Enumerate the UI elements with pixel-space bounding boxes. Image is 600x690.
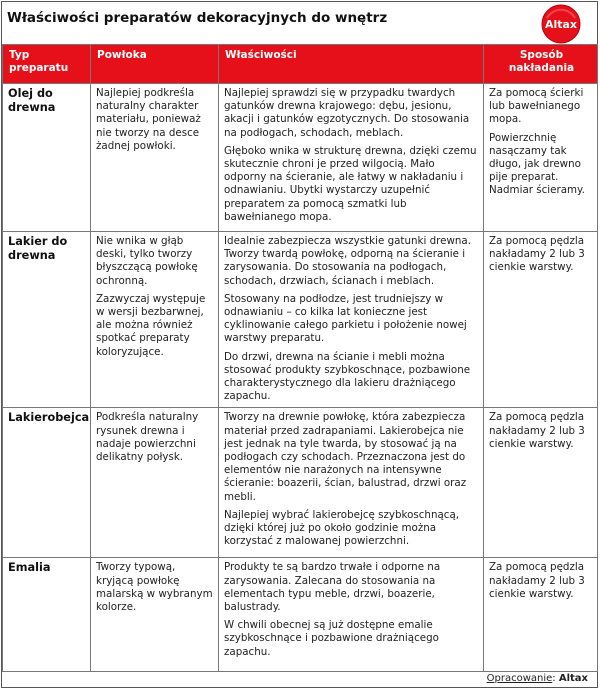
footer-brand: Altax: [558, 673, 588, 684]
coating-paragraph: Najlepiej podkreśla naturalny charakter materiału, ponieważ nie tworzy na desce żadnej powłoki.: [96, 87, 201, 152]
coating-cell: [91, 84, 219, 232]
properties-paragraph: Najlepiej wybrać lakierobejcę szybkoschnącą, dzięki której już po około godzinie można korzystać z malowanej powierzchni.: [224, 508, 460, 548]
properties-paragraph: Produkty te są bardzo trwałe i odporne na zarysowania. Zalecana do stosowania na elementach typu meble, drzwi, boazerie, balustrady.: [224, 561, 441, 614]
properties-paragraph: Najlepiej sprawdzi się w przypadku twardych gatunków drewna krajowego: dębu, jesionu, akacji i gatunków egzotycznych. Do stosowania na podłogach, schodach, meblach.: [224, 87, 470, 139]
properties-paragraph: Głęboko wnika w strukturę drewna, dzięki czemu skutecznie chroni je przed wilgocią. Mało odporny na ścieranie, ale łatwy w nakładaniu i odnawianiu. Ubytki wystarczy uzupełnić preparatem za pomocą szmatki lub bawełnianego mopa.: [224, 144, 477, 223]
header-coating: Powłoka: [91, 45, 219, 84]
method-paragraph: Za pomocą ścierki lub bawełnianego mopa.: [489, 87, 584, 126]
page-title: Właściwości preparatów dekoracyjnych do wnętrz: [7, 10, 388, 26]
properties-paragraph: Stosowany na podłodze, jest trudniejszy w odnawianiu – co kilka lat konieczne jest cyklinowanie całego parkietu i położenie nowej warstwy preparatu.: [224, 292, 467, 345]
method-cell: [484, 558, 598, 672]
method-paragraph: Za pomocą pędzla nakładamy 2 lub 3 cienkie warstwy.: [489, 235, 585, 274]
properties-cell: [219, 408, 484, 558]
properties-table: [2, 44, 598, 672]
method-cell: [484, 408, 598, 558]
coating-cell: [91, 232, 219, 408]
product-type-cell: Lakier do drewna: [3, 232, 91, 408]
table-row: [3, 84, 598, 232]
logo-text: Altax: [544, 18, 578, 31]
coating-paragraph: Zazwyczaj występuje w wersji bezbarwnej, ale można również spotkać preparaty koloryzujące.: [96, 292, 206, 358]
table-row: [3, 232, 598, 408]
altax-logo: [541, 4, 581, 44]
properties-cell: [219, 232, 484, 408]
coating-paragraph: Tworzy typową, kryjącą powłokę malarską w wybranym kolorze.: [96, 561, 213, 614]
table-row: [3, 408, 598, 558]
coating-cell: [91, 408, 219, 558]
product-type-cell: Lakierobejca: [3, 408, 91, 558]
method-paragraph: Za pomocą pędzla nakładamy 2 lub 3 cienkie warstwy.: [489, 411, 585, 450]
method-paragraph: Za pomocą pędzla nakładamy 2 lub 3 cienkie warstwy.: [489, 561, 585, 600]
footer-label: Opracowanie: [486, 673, 553, 684]
header-properties: Właściwości: [219, 45, 484, 84]
coating-paragraph: Podkreśla naturalny rysunek drewna i nadaje powierzchni delikatny połysk.: [96, 411, 199, 464]
product-type-cell: Emalia: [3, 558, 91, 672]
method-cell: [484, 84, 598, 232]
method-cell: [484, 232, 598, 408]
header-method: Sposób nakładania: [484, 45, 598, 84]
coating-cell: [91, 558, 219, 672]
properties-paragraph: Do drzwi, drewna na ścianie i mebli można stosować produkty szybkoschnące, pozbawione charakterystycznego dla lakieru drażniącego zapachu.: [224, 350, 471, 403]
properties-paragraph: Tworzy na drewnie powłokę, która zabezpiecza materiał przed zadrapaniami. Lakierobejca nie jest jednak na tyle twarda, by stosować ją na podłogach czy schodach. Przeznaczona jest do elementów nie narażonych na intensywne ścieranie: boazerii, ścian, balustrad, drzwi oraz mebli.: [224, 411, 467, 503]
properties-cell: [219, 558, 484, 672]
method-paragraph: Powierzchnię nasączamy tak długo, jak drewno pije preparat. Nadmiar ścieramy.: [489, 131, 585, 197]
product-type-cell: Olej do drewna: [3, 84, 91, 232]
coating-paragraph: Nie wnika w głąb deski, tylko tworzy błyszczącą powłokę ochronną.: [96, 235, 198, 287]
properties-paragraph: Idealnie zabezpiecza wszystkie gatunki drewna. Tworzy twardą powłokę, odporną na ścieranie i zarysowania. Do stosowania na podłogach, schodach, drzwiach, ścianach i meblach.: [224, 235, 472, 287]
header-type: Typ preparatu: [3, 45, 91, 84]
table-header-row: [3, 45, 598, 84]
properties-cell: [219, 84, 484, 232]
table-row: [3, 558, 598, 672]
footer-separator: :: [552, 673, 556, 684]
footer-credit: [487, 673, 588, 684]
properties-paragraph: W chwili obecnej są już dostępne emalie szybkoschnące i pozbawione drażniącego zapachu.: [224, 619, 439, 658]
